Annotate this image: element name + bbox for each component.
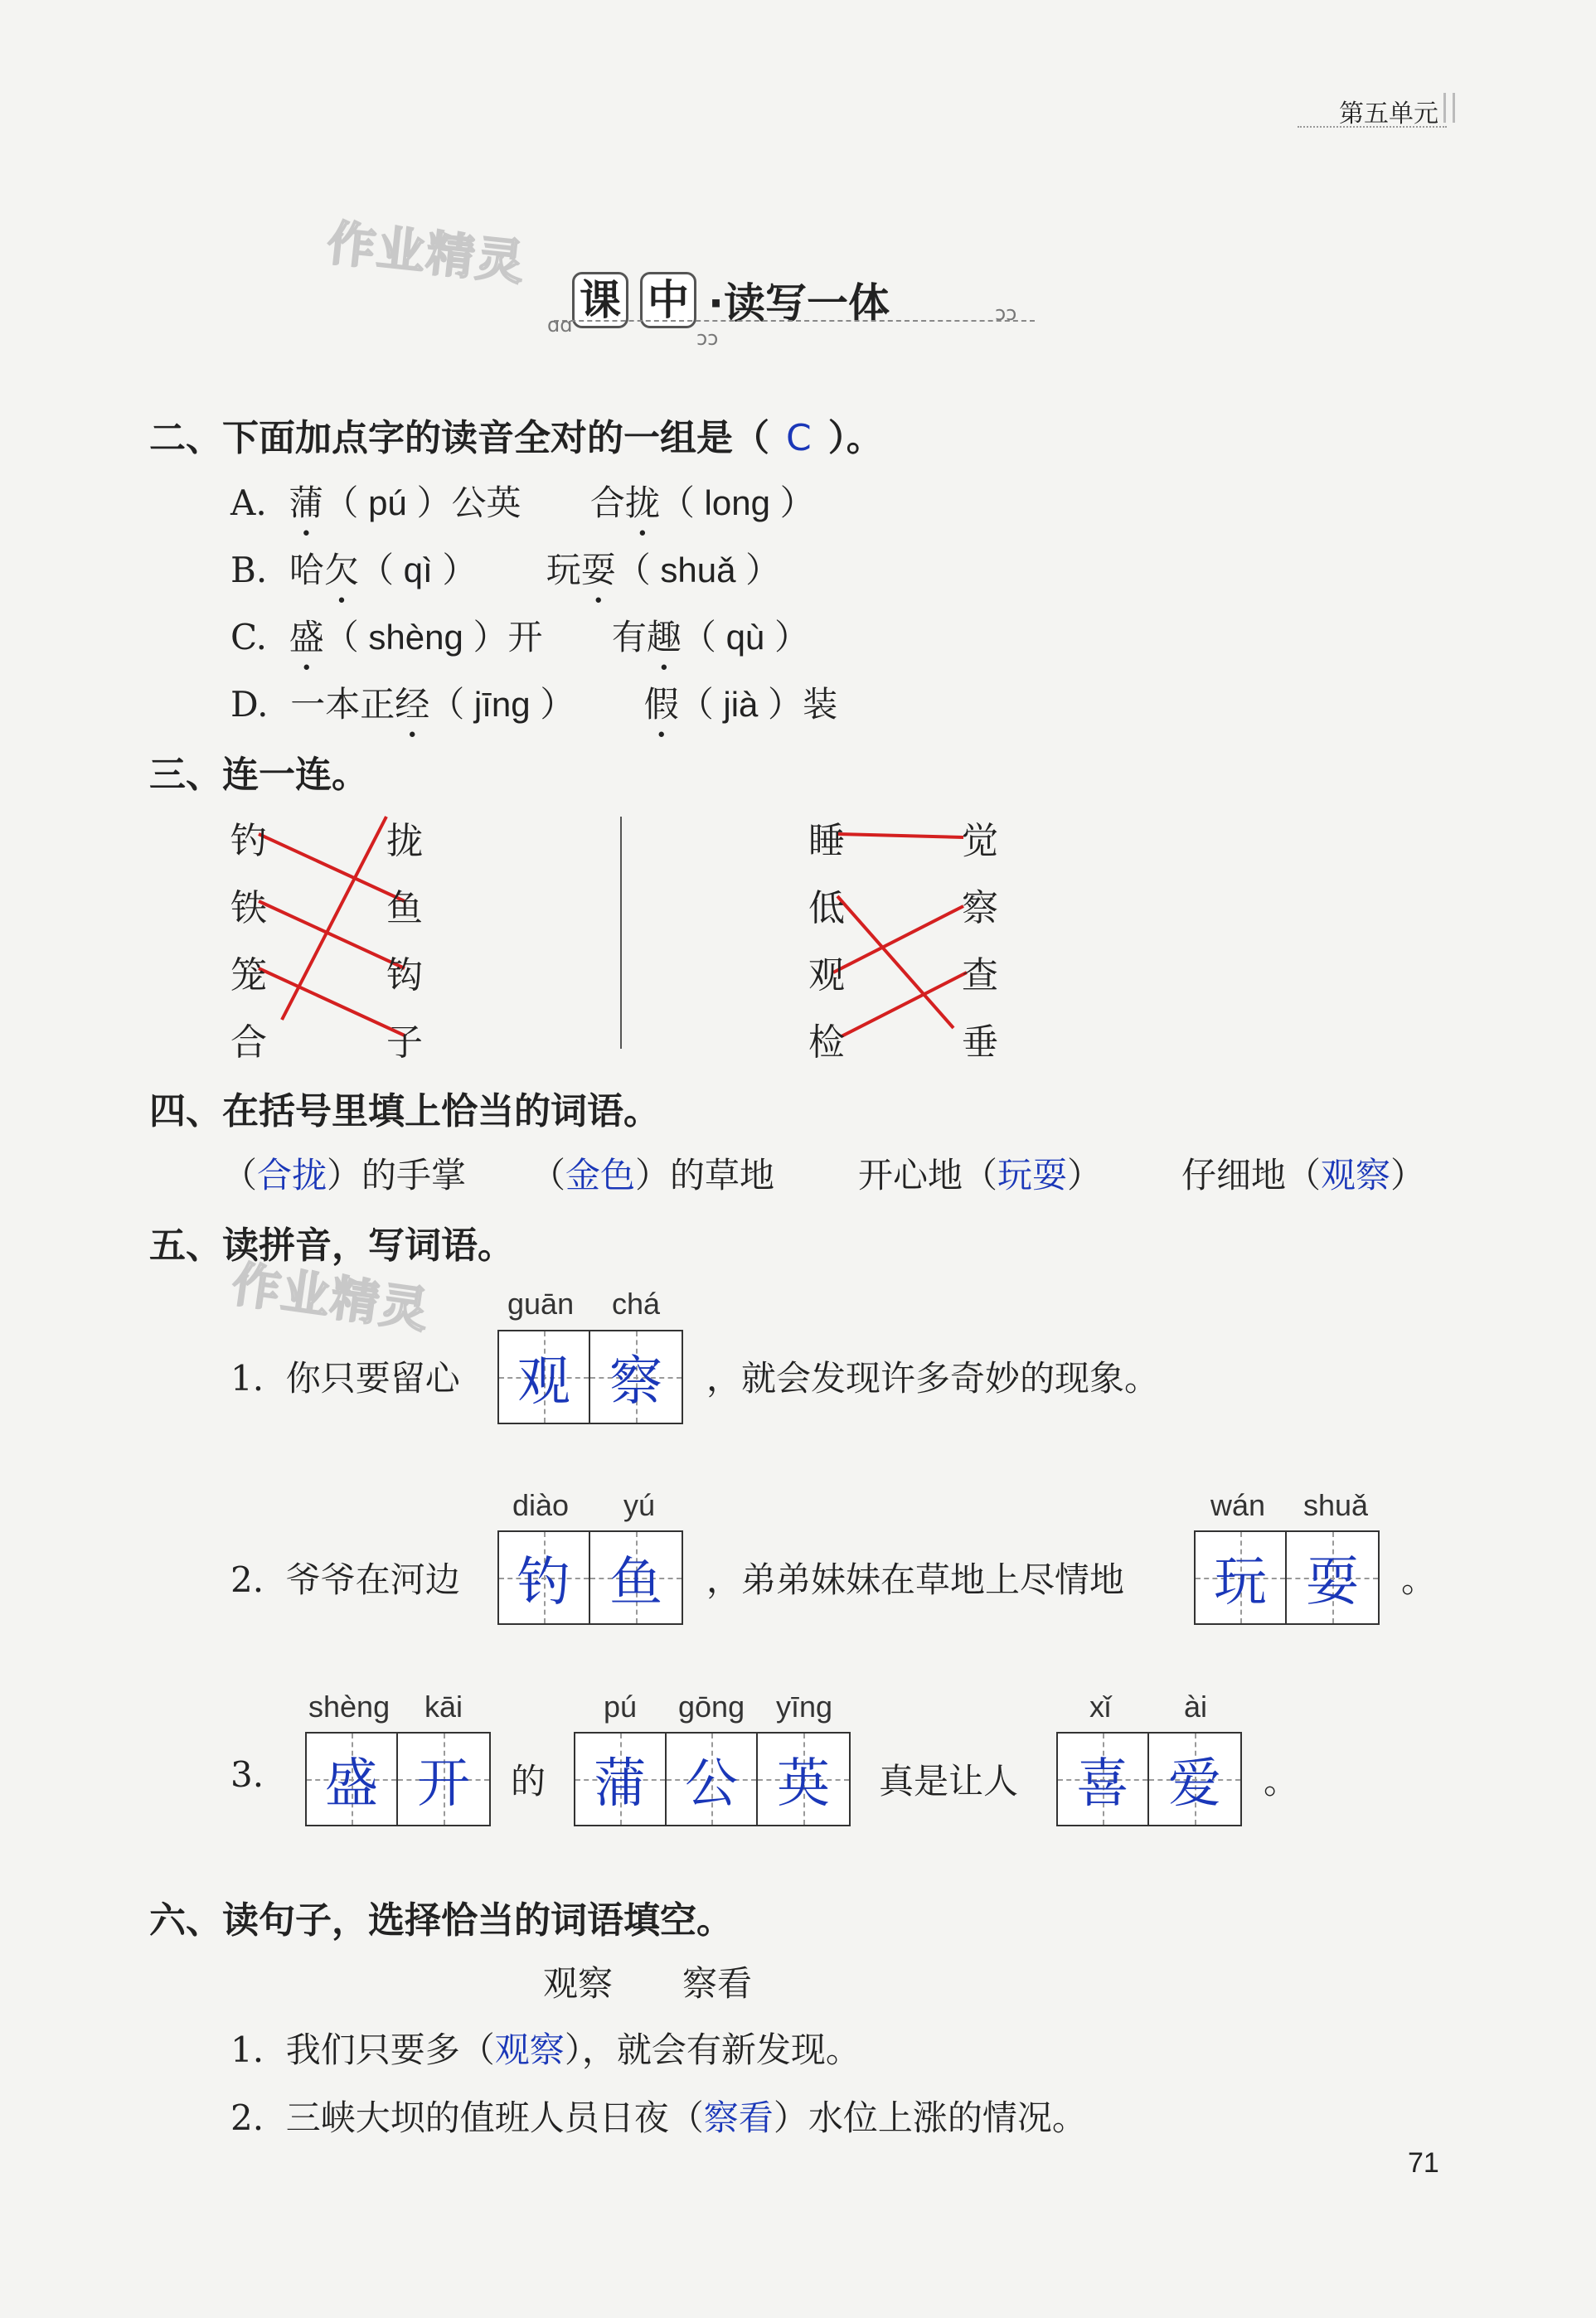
sentence-3-mid: 的 xyxy=(511,1761,546,1802)
question-4-heading: 四、在括号里填上恰当的词语。 xyxy=(149,1090,660,1132)
pinyin: xǐ xyxy=(1089,1690,1111,1724)
match-item: 子 xyxy=(386,1021,423,1064)
match-item: 检 xyxy=(808,1021,845,1064)
pinyin: gōng xyxy=(678,1690,745,1724)
option-b: B. 哈欠（ qì ） 玩耍（ shuǎ ） xyxy=(230,550,781,590)
match-item: 睡 xyxy=(808,820,845,862)
grid-char: 盛 xyxy=(325,1753,378,1815)
option-a: A. 蒲（ pú ）公英 合拢（ long ） xyxy=(230,483,815,523)
q6-sentence-2: 2. 三峡大坝的值班人员日夜（察看）水位上涨的情况。 xyxy=(230,2097,1087,2138)
writing-grid xyxy=(497,1530,683,1625)
fill-item: 开心地（玩耍） xyxy=(858,1155,1103,1195)
grid-char: 钓 xyxy=(517,1552,570,1613)
sentence-3-start: 3. xyxy=(230,1754,264,1795)
fill-item: （金色）的草地 xyxy=(531,1155,775,1195)
sentence-2-start: 2. 爷爷在河边 xyxy=(230,1559,460,1600)
match-item: 拢 xyxy=(386,820,423,862)
watermark: 作业精灵 xyxy=(324,214,529,292)
fill-answer: 玩耍 xyxy=(997,1155,1068,1195)
fill-item: 仔细地（观察） xyxy=(1181,1155,1426,1195)
match-line xyxy=(259,834,405,901)
title-curl-icon: ɔɔ xyxy=(995,302,1017,325)
sentence-3-mid2: 真是让人 xyxy=(879,1761,1019,1802)
q6-sentence-1: 1. 我们只要多（观察），就会有新发现。 xyxy=(230,2029,861,2070)
pinyin: shuǎ xyxy=(1303,1488,1369,1522)
pinyin: chá xyxy=(612,1287,661,1321)
match-item: 观 xyxy=(808,954,845,997)
sentence-2-mid: ，弟弟妹妹在草地上尽情地 xyxy=(706,1559,1125,1600)
match-item: 钓 xyxy=(230,820,267,862)
page-number: 71 xyxy=(1408,2147,1439,2179)
match-line xyxy=(842,972,967,1036)
match-line xyxy=(259,901,405,968)
fill-answer: 察看 xyxy=(703,2097,774,2138)
question-3-heading: 三、连一连。 xyxy=(149,754,368,796)
pinyin: kāi xyxy=(424,1690,463,1724)
match-item: 察 xyxy=(962,887,998,929)
fill-answer: 观察 xyxy=(494,2029,565,2070)
pinyin: wán xyxy=(1210,1488,1266,1522)
sentence-1-end: ，就会发现许多奇妙的现象。 xyxy=(706,1358,1160,1399)
unit-label: 第五单元 xyxy=(1339,100,1438,128)
fill-answer: 金色 xyxy=(565,1155,636,1195)
match-item: 钩 xyxy=(386,954,423,997)
grid-char: 察 xyxy=(609,1351,662,1413)
title-curl-icon: ɑɑ xyxy=(547,313,573,337)
writing-grid xyxy=(1056,1732,1242,1826)
pinyin: shèng xyxy=(308,1690,391,1724)
fill-answer: 观察 xyxy=(1321,1155,1391,1195)
fill-answer: 合拢 xyxy=(257,1155,327,1195)
grid-char: 公 xyxy=(685,1753,738,1815)
grid-char: 观 xyxy=(517,1351,570,1413)
question-6-heading: 六、读句子，选择恰当的词语填空。 xyxy=(149,1899,733,1942)
pinyin: diào xyxy=(512,1488,570,1522)
word-choices: 观察 察看 xyxy=(543,1963,753,2004)
writing-grid xyxy=(305,1732,491,1826)
sentence-2-end: 。 xyxy=(1401,1559,1437,1600)
pinyin: yú xyxy=(623,1488,656,1522)
option-d: D. 一本正经（ jīng ） 假（ jià ）装 xyxy=(230,684,838,725)
sentence-3-end: 。 xyxy=(1264,1761,1299,1802)
question-5-heading: 五、读拼音，写词语。 xyxy=(149,1224,514,1267)
match-line xyxy=(837,834,963,837)
grid-char: 耍 xyxy=(1306,1552,1359,1613)
grid-char: 开 xyxy=(417,1753,470,1815)
title-box-2: 中 xyxy=(640,272,696,328)
grid-char: 英 xyxy=(777,1753,830,1815)
title-text: ·读写一体 xyxy=(708,279,890,327)
column-divider xyxy=(620,817,622,1049)
question-2-heading: 二、下面加点字的读音全对的一组是（ C ）。 xyxy=(149,417,883,459)
match-item: 查 xyxy=(962,954,998,997)
pinyin: pú xyxy=(604,1690,638,1724)
pinyin: ài xyxy=(1184,1690,1208,1724)
match-item: 觉 xyxy=(962,820,998,862)
grid-char: 玩 xyxy=(1214,1552,1267,1613)
watermark: 作业精灵 xyxy=(228,1255,434,1340)
grid-char: 喜 xyxy=(1076,1753,1129,1815)
writing-grid xyxy=(1194,1530,1380,1625)
answer-choice: C xyxy=(786,417,812,459)
pinyin: guān xyxy=(507,1287,575,1321)
writing-grid xyxy=(574,1732,851,1826)
fill-item: （合拢）的手掌 xyxy=(222,1155,467,1195)
match-line xyxy=(259,968,405,1035)
grid-char: 鱼 xyxy=(609,1552,662,1613)
match-item: 笼 xyxy=(230,954,267,997)
match-item: 铁 xyxy=(230,887,267,929)
match-item: 鱼 xyxy=(386,887,423,929)
title-box-1: 课 xyxy=(572,272,628,328)
option-c: C. 盛（ shèng ）开 有趣（ qù ） xyxy=(230,617,809,657)
match-item: 垂 xyxy=(962,1021,998,1064)
grid-char: 爱 xyxy=(1168,1753,1221,1815)
title-curl-icon: ɔɔ xyxy=(696,327,719,350)
grid-char: 蒲 xyxy=(594,1753,647,1815)
pinyin: yīng xyxy=(776,1690,833,1724)
match-item: 合 xyxy=(230,1021,267,1064)
match-item: 低 xyxy=(808,887,845,929)
sentence-1-start: 1. 你只要留心 xyxy=(230,1358,460,1399)
writing-grid xyxy=(497,1330,683,1424)
